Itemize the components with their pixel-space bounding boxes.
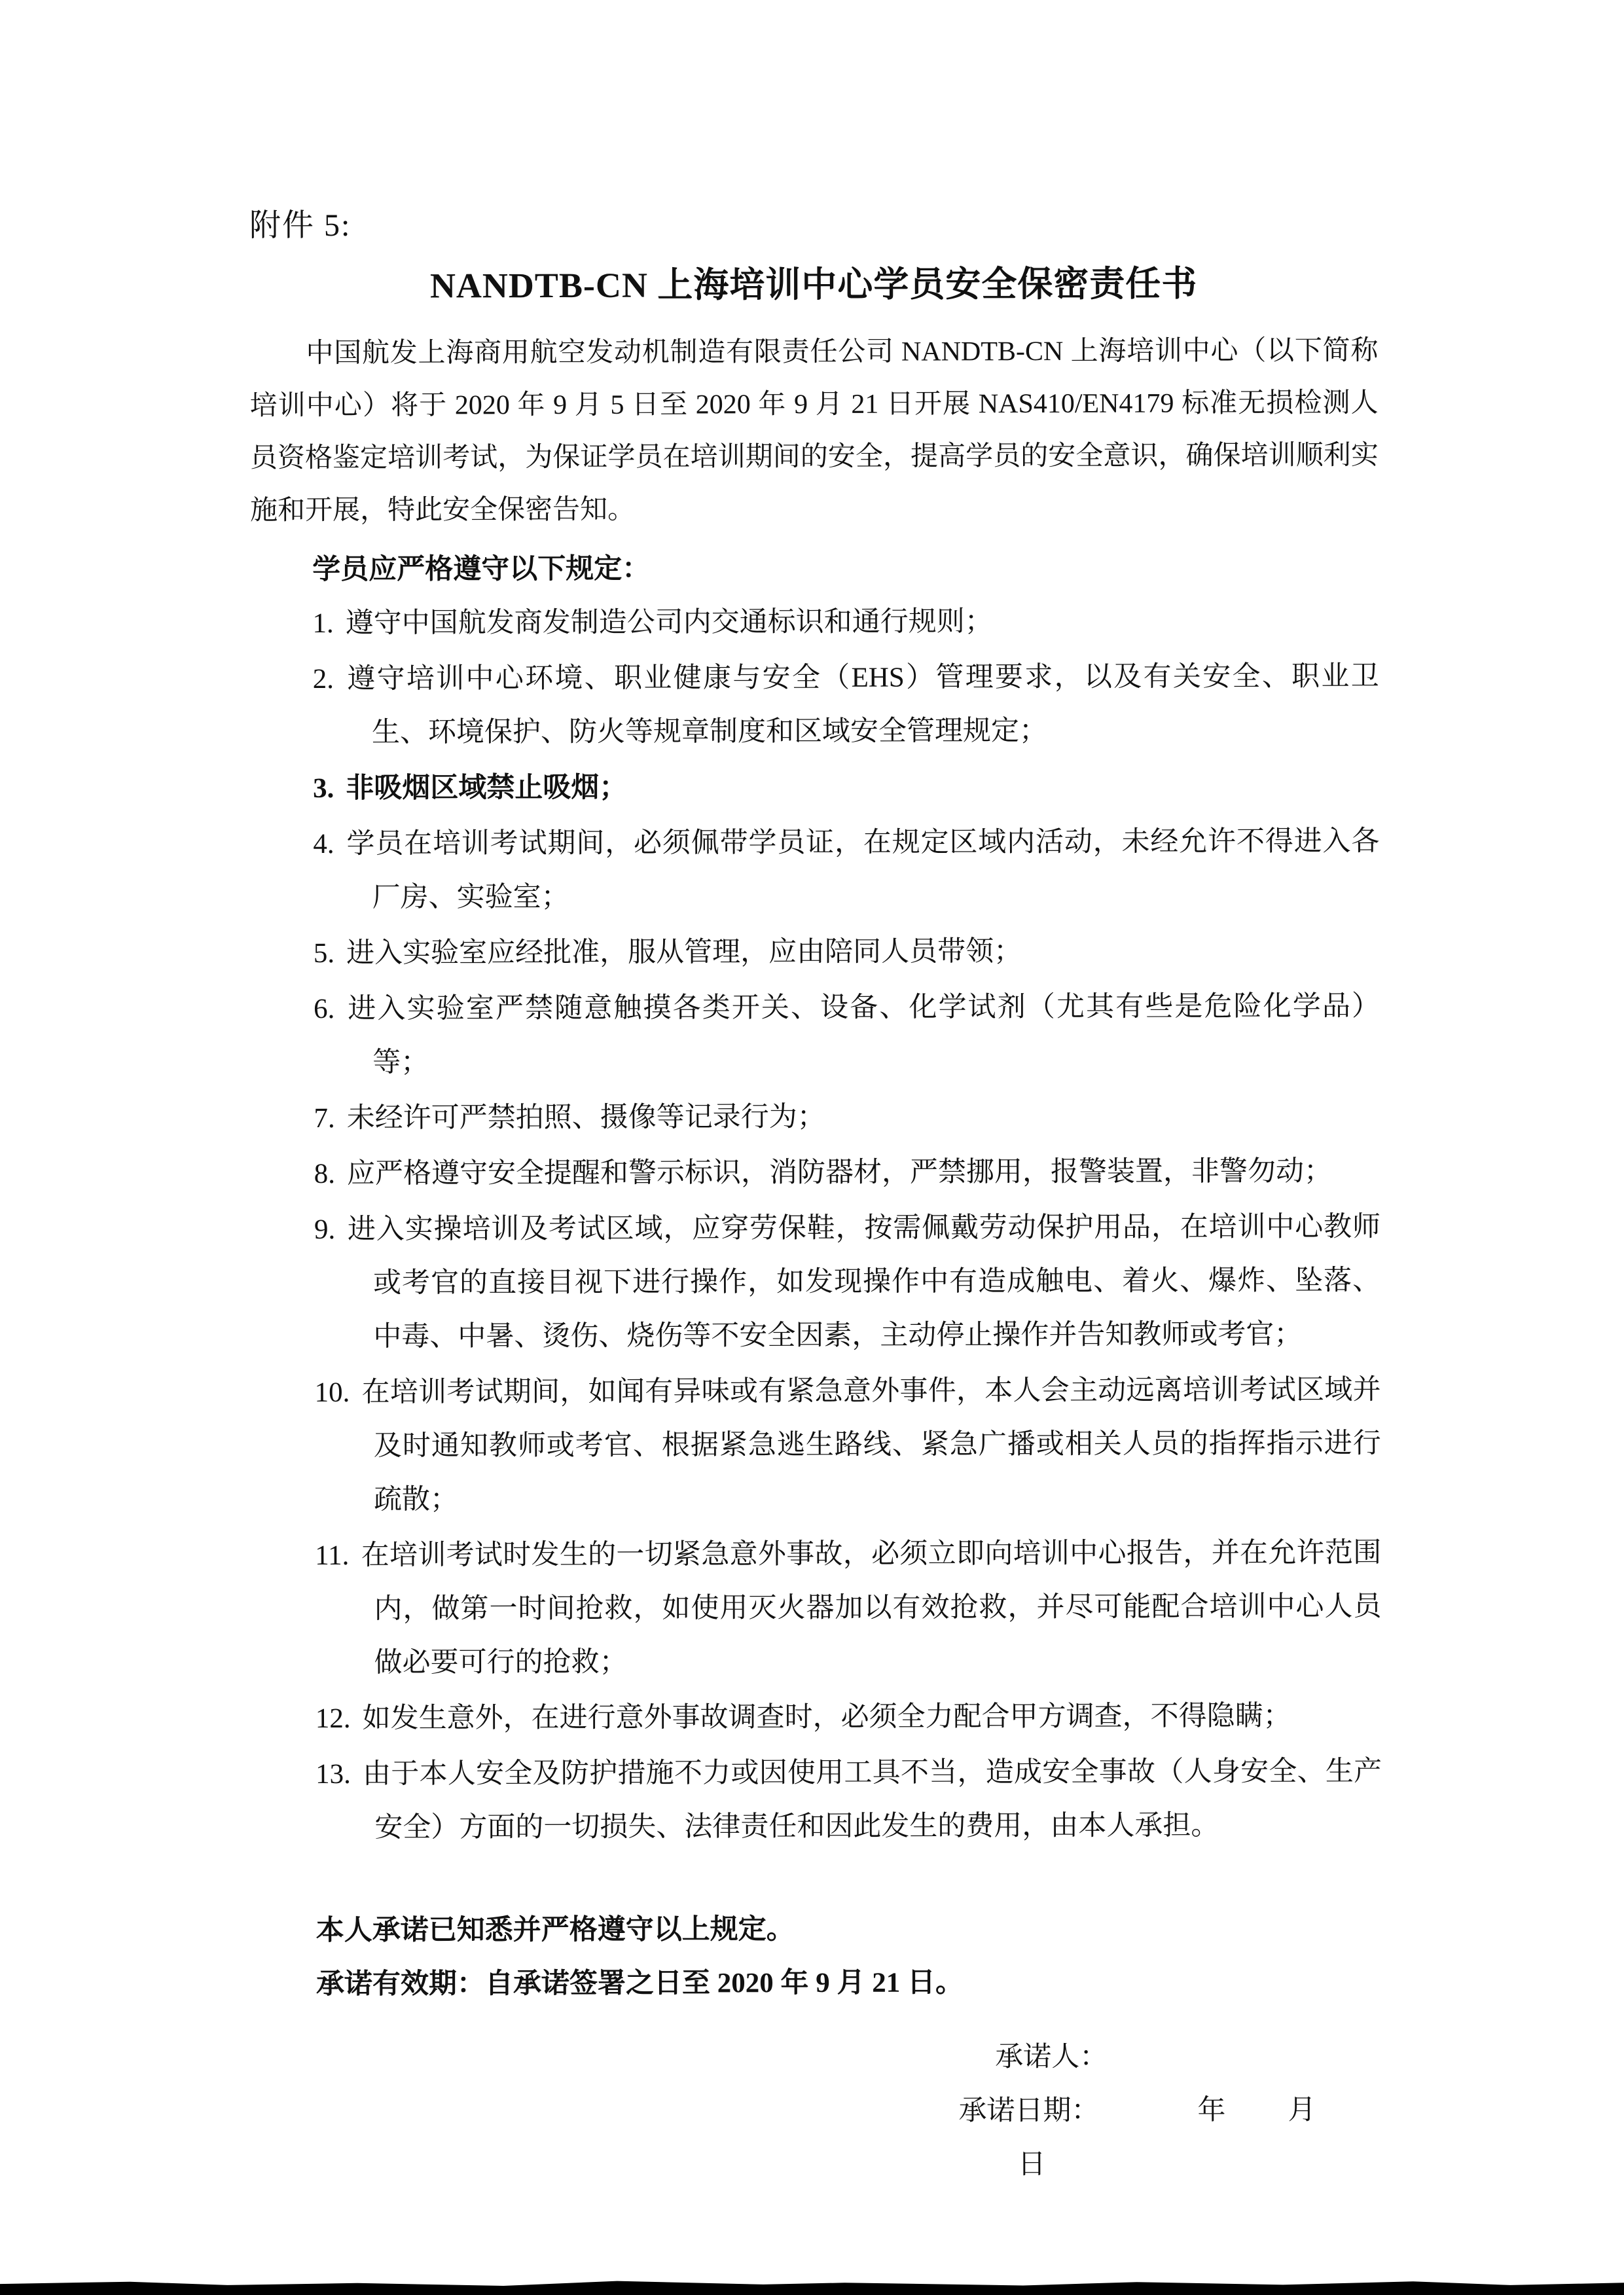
rule-item [253, 1745, 1382, 1856]
rule-item [251, 815, 1379, 926]
rule-number: 4. [313, 828, 334, 860]
rule-text: 遵守培训中心环境、职业健康与安全（EHS）管理要求，以及有关安全、职业卫生、环境保护、防火等规章制度和区域安全管理规定； [345, 660, 1379, 748]
rule-text: 学员在培训考试期间，必须佩带学员证，在规定区域内活动，未经允许不得进入各厂房、实验室； [346, 825, 1380, 913]
rule-number: 11. [315, 1540, 350, 1571]
rule-item [251, 759, 1379, 816]
rules-list [250, 594, 1382, 1856]
month-label: 月 [1288, 2094, 1316, 2126]
rule-number: 13. [316, 1758, 351, 1790]
rule-text: 进入实验室严禁随意触摸各类开关、设备、化学试剂（尤其有些是危险化学品）等； [346, 990, 1380, 1078]
rule-item [251, 924, 1380, 981]
rule-number: 3. [313, 772, 334, 804]
rule-item [251, 980, 1380, 1091]
scan-edge-artifact [0, 2278, 1624, 2295]
rule-item [252, 1364, 1381, 1528]
rules-heading: 学员应严格遵守以下规定： [312, 553, 651, 586]
date-row [958, 2084, 1382, 2192]
intro-paragraph: 中国航发上海商用航空发动机制造有限责任公司 NANDTB-CN 上海培训中心（以下简称培训中心）将于 2020 年 9 月 5 日至 2020 年 9 月 21 日开展 NAS410/EN4179 标准无损检测人员资格鉴定培训考试，为保证学员在培训期间的安全，提高学员的安全意识，确保培训顺利实施和开展，特此安全保密告知。 [249, 335, 1379, 526]
rule-text: 在培训考试时发生的一切紧急意外事故，必须立即向培训中心报告，并在允许范围内，做第一时间抢救，如使用灭火器加以有效抢救，并尽可能配合培训中心人员做必要可行的抢救； [361, 1537, 1382, 1678]
rule-number: 9. [314, 1214, 336, 1246]
rule-number: 2. [312, 663, 334, 695]
rule-item [250, 594, 1379, 651]
rule-text: 进入实验室应经批准，服从管理，应由陪同人员带领； [346, 936, 1022, 969]
commitment-statement: 本人承诺已知悉并严格遵守以上规定。 [316, 1914, 795, 1946]
rule-number: 8. [314, 1158, 336, 1190]
rule-text: 由于本人安全及防护措施不力或因使用工具不当，造成安全事故（人身安全、生产安全）方面的一切损失、法律责任和因此发生的费用，由本人承担。 [362, 1756, 1382, 1843]
rule-number: 1. [312, 607, 334, 640]
rule-text: 非吸烟区域禁止吸烟； [346, 772, 628, 804]
rule-text: 进入实操培训及考试区域，应穿劳保鞋，按需佩戴劳动保护用品，在培训中心教师或考官的直接目视下进行操作，如发现操作中有造成触电、着火、爆炸、坠落、中毒、中暑、烫伤、烧伤等不安全因素，主动停止操作并告知教师或考官； [347, 1211, 1381, 1352]
rule-number: 7. [314, 1102, 335, 1134]
document-content [249, 0, 1383, 2194]
rule-item [252, 1145, 1380, 1202]
year-label: 年 [1197, 2095, 1226, 2126]
promiser-label: 承诺人： [995, 2041, 1108, 2073]
rule-text: 遵守中国航发商发制造公司内交通标识和通行规则； [345, 606, 993, 639]
rule-item [253, 1690, 1382, 1746]
rule-text: 如发生意外，在进行意外事故调查时，必须全力配合甲方调查，不得隐瞒； [362, 1701, 1291, 1734]
rule-number: 5. [313, 937, 335, 969]
rule-item [253, 1527, 1382, 1691]
document-title: NANDTB-CN 上海培训中心学员安全保密责任书 [429, 264, 1198, 306]
rule-item [251, 650, 1379, 761]
rule-number: 10. [314, 1377, 350, 1409]
rule-item [252, 1201, 1381, 1365]
attachment-label: 附件 5: [249, 208, 352, 244]
date-label: 承诺日期： [958, 2095, 1100, 2127]
rule-number: 12. [315, 1703, 351, 1734]
rule-number: 6. [313, 993, 335, 1025]
rule-text: 应严格遵守安全提醒和警示标识，消防器材，严禁挪用，报警装置，非警勿动； [346, 1155, 1332, 1189]
validity-period: 承诺有效期：自承诺签署之日至 2020 年 9 月 21 日。 [316, 1967, 964, 2000]
rule-item [251, 1089, 1380, 1146]
rule-text: 未经许可严禁拍照、摄像等记录行为； [346, 1101, 825, 1134]
day-label: 日 [1017, 2149, 1046, 2180]
signature-row [995, 2030, 1382, 2085]
rule-text: 在培训考试期间，如闻有异味或有紧急意外事件，本人会主动远离培训考试区域并及时通知教师或考官、根据紧急逃生路线、紧急广播或相关人员的指挥指示进行疏散； [361, 1374, 1381, 1515]
